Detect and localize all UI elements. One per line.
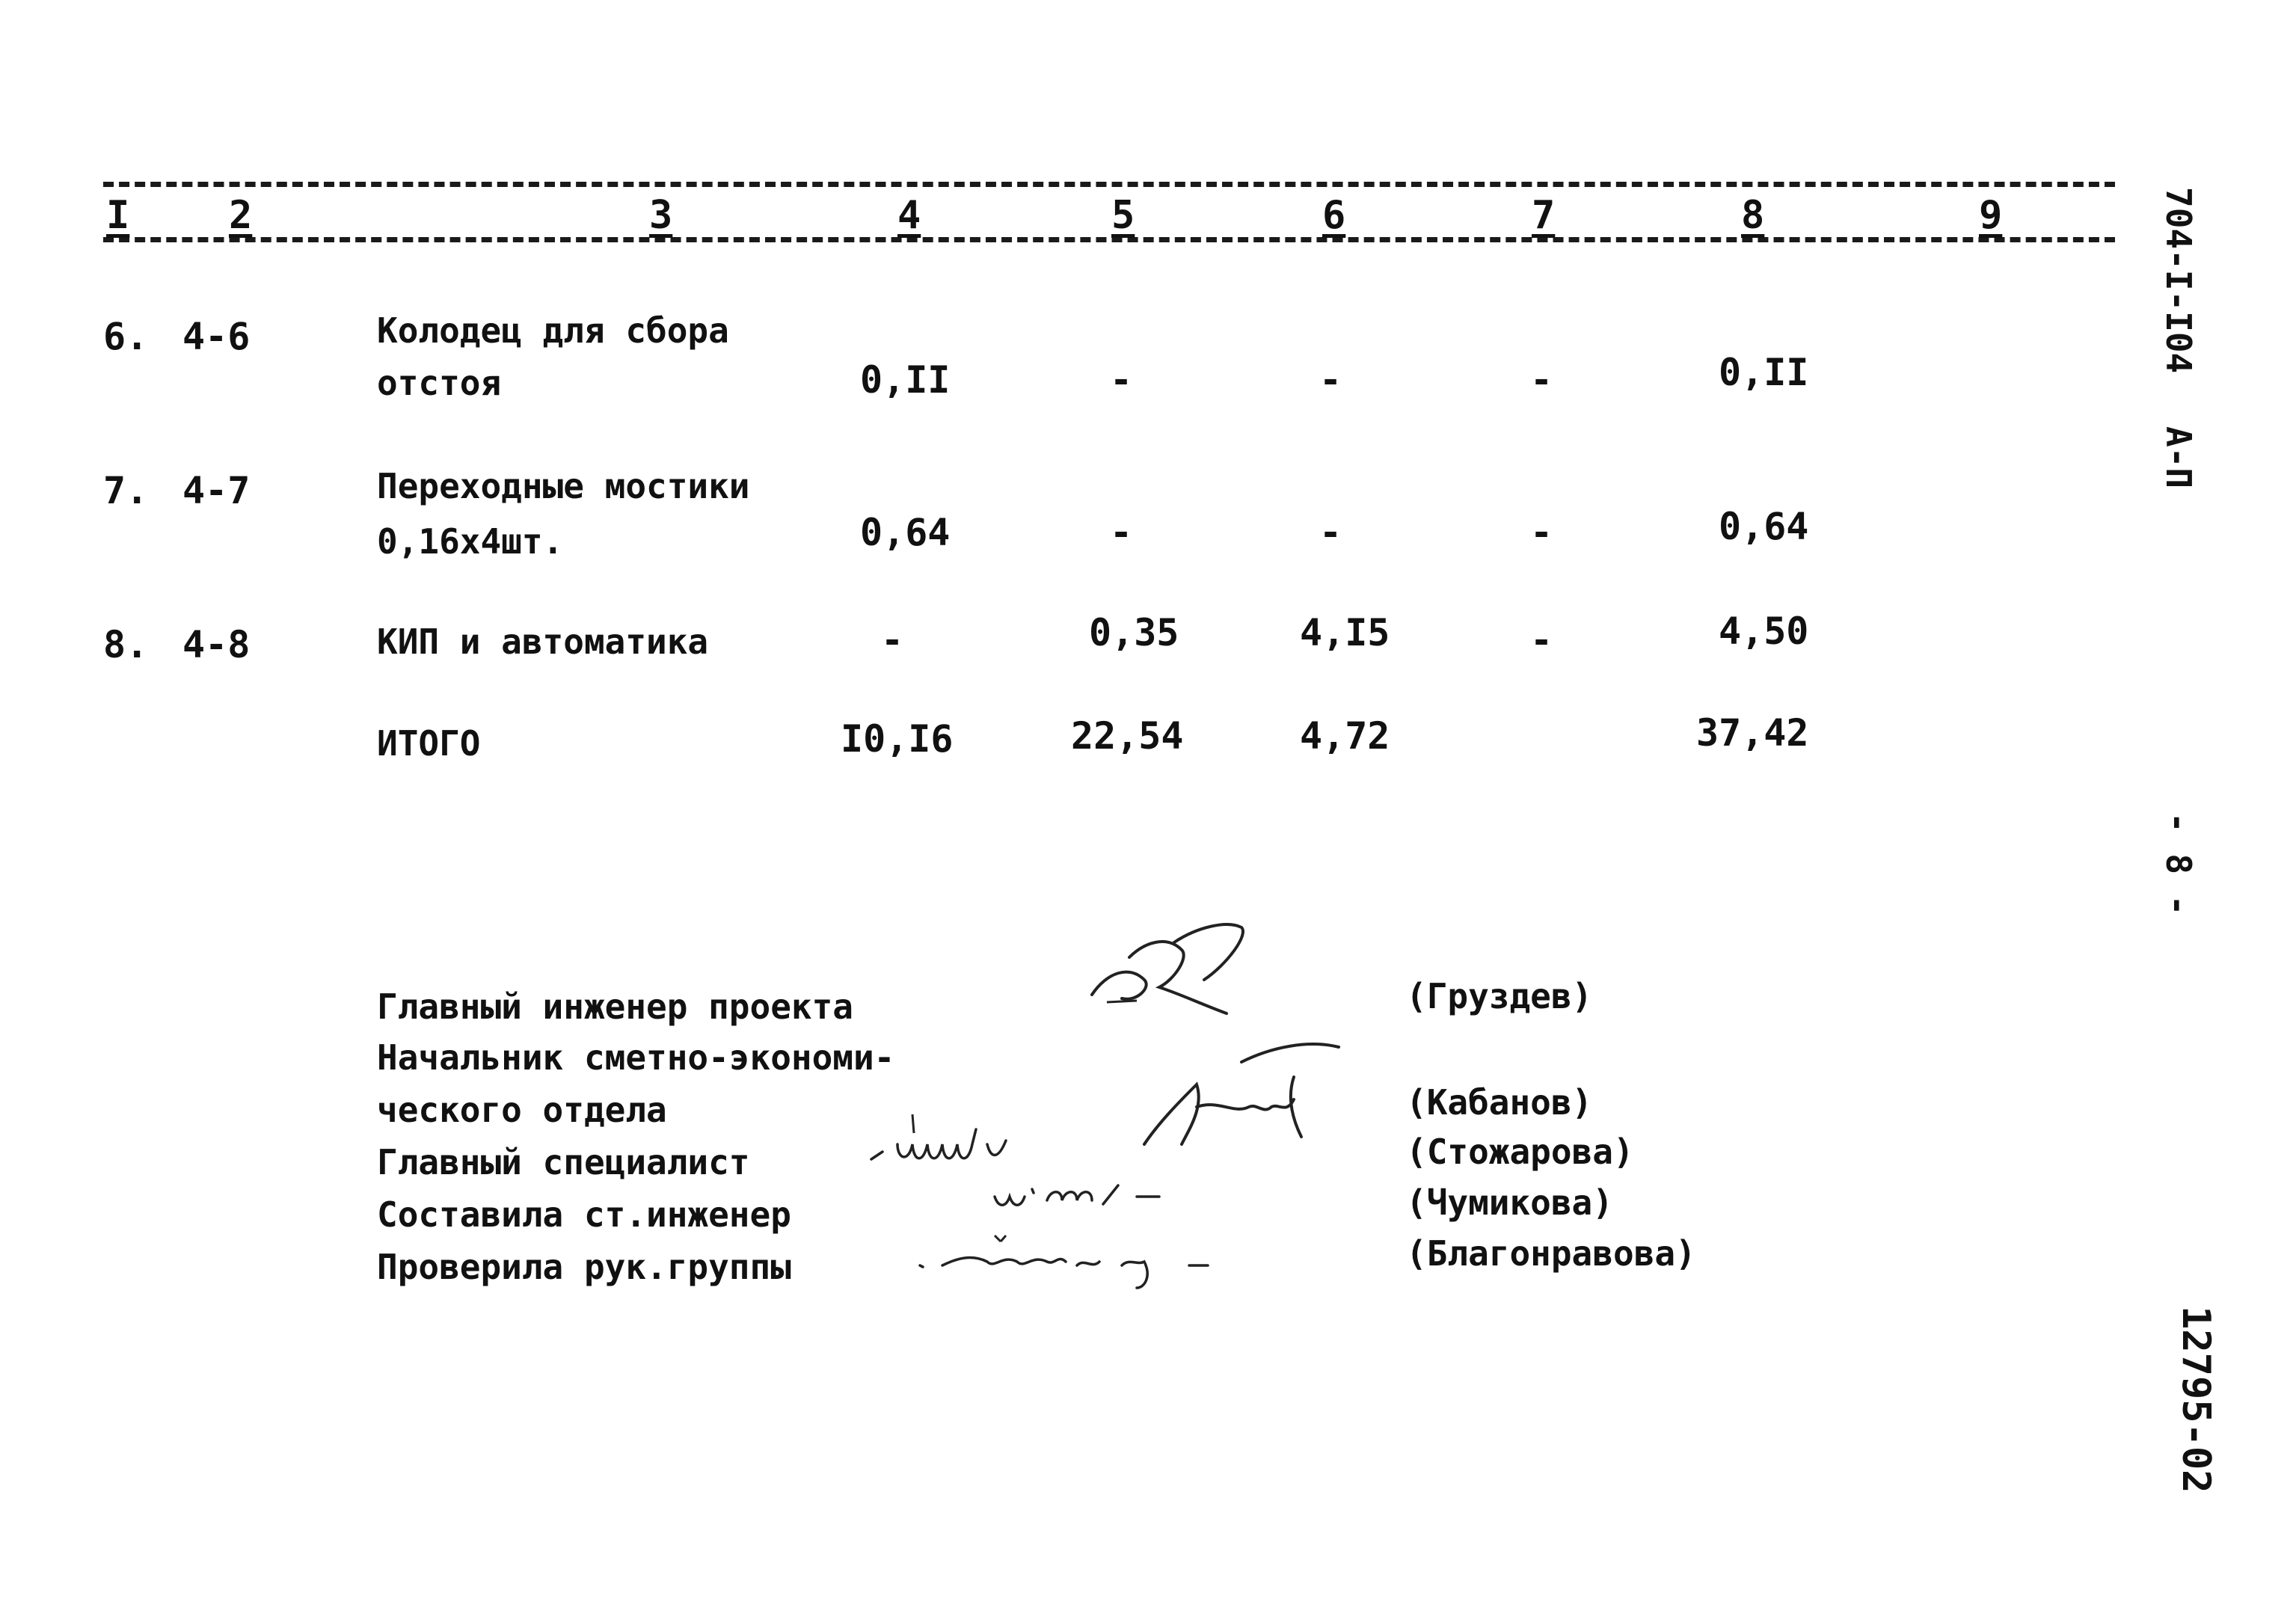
signatory-name: (Стожарова) [1406,1132,1634,1172]
column-number-1: I [106,193,130,238]
column-number-2: 2 [229,193,253,238]
row-value-col7: - [1530,619,1553,662]
row-name-line: КИП и автоматика [377,622,709,662]
row-name-line: Колодец для сбора [377,310,729,351]
row-value-col5: 0,35 [1089,611,1179,654]
row-name-line: отстоя [377,363,502,403]
column-number-8: 8 [1741,193,1765,238]
handwritten-signature [868,1099,1062,1174]
row-name-line: 0,16х4шт. [377,521,564,562]
total-col8: 37,42 [1696,711,1809,755]
total-col6: 4,72 [1300,714,1390,758]
signatory-title: Проверила рук.группы [377,1247,791,1287]
row-value-col4: 0,64 [860,511,951,554]
column-number-5: 5 [1111,193,1135,238]
signatory-title: Начальник сметно-экономи- [377,1037,895,1078]
handwritten-signature [912,1221,1286,1295]
album-code: А-П [2158,426,2199,489]
total-col5: 22,54 [1071,714,1184,758]
handwritten-signature [1122,1032,1346,1159]
signatory-title: Главный инженер проекта [377,986,853,1027]
row-value-col4: 0,II [860,358,951,402]
column-number-9: 9 [1979,193,2003,238]
row-code: 4-6 [182,315,251,358]
total-col4: I0,I6 [841,717,954,761]
row-value-col7: - [1530,358,1553,402]
header-bottom-rule [103,237,2115,242]
total-label: ИТОГО [377,723,481,764]
handwritten-signature [1077,912,1301,1040]
row-number: 6. [103,315,149,358]
document-code: 704-I-I04 [2158,187,2199,374]
handwritten-signature [987,1167,1241,1227]
signatory-title: Составила ст.инженер [377,1194,791,1235]
column-number-6: 6 [1322,193,1346,238]
row-name-line: Переходные мостики [377,466,750,506]
header-top-rule [103,182,2115,187]
row-code: 4-7 [182,469,251,512]
row-number: 8. [103,623,149,666]
signatory-title: ческого отдела [377,1090,667,1130]
row-value-col6: 4,I5 [1300,611,1390,654]
row-value-col5: - [1110,358,1133,402]
row-value-col6: - [1319,511,1342,554]
row-code: 4-8 [182,623,251,666]
row-number: 7. [103,469,149,512]
inventory-number: 12795-02 [2173,1306,2218,1494]
column-number-4: 4 [897,193,921,238]
signatory-name: (Благонравова) [1406,1233,1696,1274]
row-value-col7: - [1530,511,1553,554]
signatory-title: Главный специалист [377,1142,750,1182]
row-value-col8: 0,64 [1719,505,1809,548]
column-number-3: 3 [649,193,673,238]
row-value-col8: 4,50 [1719,610,1809,653]
row-value-col5: - [1110,511,1133,554]
signatory-name: (Чумикова) [1406,1182,1613,1223]
signatory-name: (Груздев) [1406,976,1593,1016]
signatory-name: (Кабанов) [1406,1082,1593,1123]
row-value-col4: - [881,619,904,662]
column-number-7: 7 [1532,193,1556,238]
page-number: - 8 - [2158,812,2199,916]
row-value-col8: 0,II [1719,351,1809,394]
row-value-col6: - [1319,358,1342,402]
